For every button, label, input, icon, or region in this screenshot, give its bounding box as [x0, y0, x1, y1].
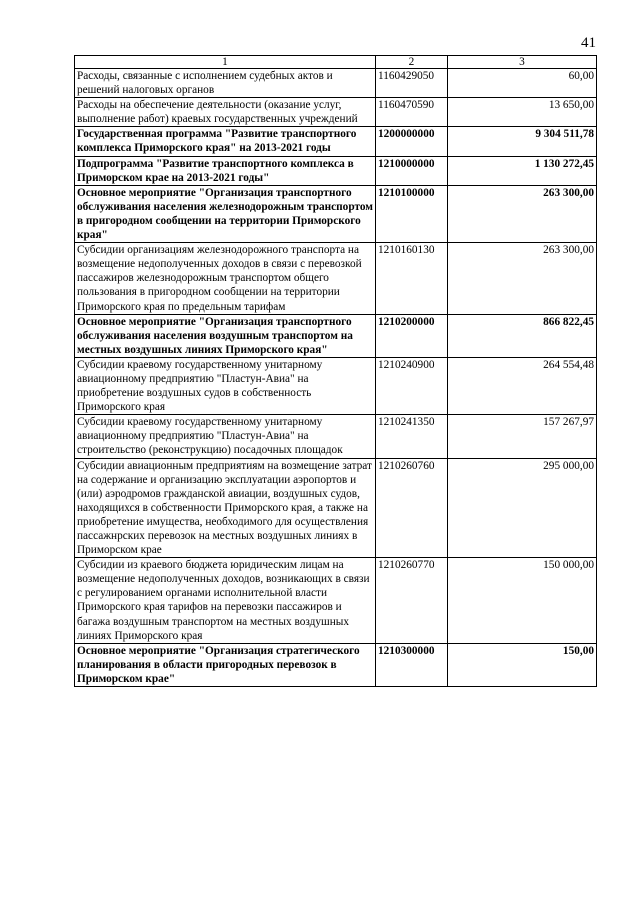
row-name: Субсидии организациям железнодорожного транспорта на возмещение недополученных доходов в связи с перевозкой пассажиров железнодорожным транспортом общего пользования в пригородном сообщении на территории Приморского края по предельным тарифам	[75, 243, 376, 314]
row-code: 1210160130	[376, 243, 448, 314]
row-name: Основное мероприятие "Организация транспортного обслуживания населения воздушным транспортом на местных воздушных линиях Приморского края"	[75, 314, 376, 357]
row-name: Субсидии краевому государственному унитарному авиационному предприятию "Пластун-Авиа" на приобретение воздушных судов в собственность Приморского края	[75, 357, 376, 414]
table-row	[75, 69, 597, 98]
row-code: 1200000000	[376, 127, 448, 156]
row-code: 1210241350	[376, 415, 448, 458]
row-amount: 150,00	[448, 643, 597, 686]
row-name: Основное мероприятие "Организация стратегического планирования в области пригородных перевозок в Приморском крае"	[75, 643, 376, 686]
row-name: Субсидии авиационным предприятиям на возмещение затрат на содержание и организацию эксплуатации аэропортов и (или) аэродромов гражданской авиации, воздушных судов, находящихся в собственности Приморского края, а также на приобретение имущества, необходимого для осуществления пассажнрских перевозок на местных воздушных линиях в Приморском крае	[75, 458, 376, 558]
table-row-main-activity	[75, 314, 597, 357]
row-name: Расходы, связанные с исполнением судебных актов и решений налоговых органов	[75, 69, 376, 98]
row-amount: 9 304 511,78	[448, 127, 597, 156]
row-amount: 295 000,00	[448, 458, 597, 558]
table-row	[75, 458, 597, 558]
table-row-main-activity	[75, 185, 597, 242]
page-number: 41	[581, 35, 596, 51]
row-name: Государственная программа "Развитие транспортного комплекса Приморского края" на 2013-2021 годы	[75, 127, 376, 156]
column-header-code: 2	[376, 56, 448, 69]
row-code: 1210000000	[376, 156, 448, 185]
row-amount: 263 300,00	[448, 243, 597, 314]
row-amount: 150 000,00	[448, 558, 597, 644]
header-row	[75, 56, 597, 69]
table-row-program	[75, 127, 597, 156]
row-amount: 866 822,45	[448, 314, 597, 357]
row-code: 1210200000	[376, 314, 448, 357]
table-row	[75, 243, 597, 314]
row-code: 1160470590	[376, 98, 448, 127]
row-code: 1210100000	[376, 185, 448, 242]
row-amount: 60,00	[448, 69, 597, 98]
row-amount: 263 300,00	[448, 185, 597, 242]
column-header-amount: 3	[448, 56, 597, 69]
row-name: Субсидии из краевого бюджета юридическим лицам на возмещение недополученных доходов, возникающих в связи с регулированием органами исполнительной власти Приморского края тарифов на перевозки пассажиров и багажа воздушным транспортом на местных воздушных линиях Приморского края	[75, 558, 376, 644]
row-code: 1160429050	[376, 69, 448, 98]
row-name: Подпрограмма "Развитие транспортного комплекса в Приморском крае на 2013-2021 годы"	[75, 156, 376, 185]
table-row-subprogram	[75, 156, 597, 185]
table-row-main-activity	[75, 643, 597, 686]
row-name: Субсидии краевому государственному унитарному авиационному предприятию "Пластун-Авиа" на строительство (реконструкцию) посадочных площадок	[75, 415, 376, 458]
column-header-name: 1	[75, 56, 376, 69]
row-name: Основное мероприятие "Организация транспортного обслуживания населения железнодорожным транспортом в пригородном сообщении на территории Приморского края"	[75, 185, 376, 242]
row-code: 1210300000	[376, 643, 448, 686]
row-amount: 264 554,48	[448, 357, 597, 414]
row-amount: 13 650,00	[448, 98, 597, 127]
row-code: 1210240900	[376, 357, 448, 414]
row-name: Расходы на обеспечение деятельности (оказание услуг, выполнение работ) краевых государственных учреждений	[75, 98, 376, 127]
row-amount: 157 267,97	[448, 415, 597, 458]
table-row	[75, 415, 597, 458]
table-row	[75, 98, 597, 127]
row-code: 1210260760	[376, 458, 448, 558]
row-amount: 1 130 272,45	[448, 156, 597, 185]
budget-table	[74, 55, 597, 687]
table-row	[75, 357, 597, 414]
row-code: 1210260770	[376, 558, 448, 644]
table-row	[75, 558, 597, 644]
